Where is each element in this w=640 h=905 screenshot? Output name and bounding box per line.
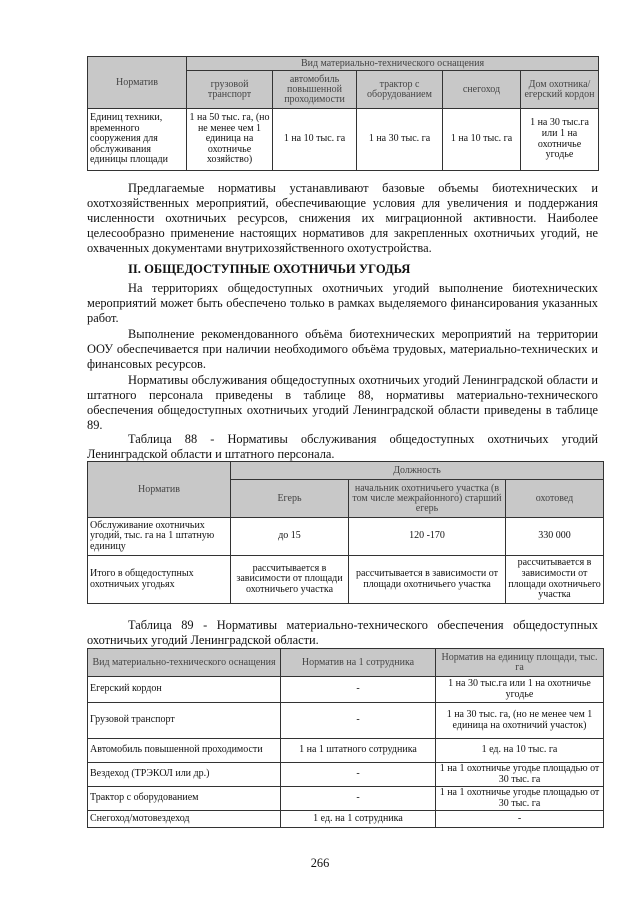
- page-number: 266: [310, 856, 330, 870]
- norm-header: Норматив: [88, 462, 231, 518]
- cell-all-terrain-per-area: 1 на 1 охотничье угодье площадью от 30 тыс. га: [436, 763, 604, 787]
- cell-cordon-per-area: 1 на 30 тыс.га или 1 на охотничье угодье: [436, 677, 604, 703]
- cell-snowmobile: 1 на 10 тыс. га: [443, 109, 521, 171]
- cell-tractor-per-employee: -: [281, 787, 436, 811]
- section-heading: II. ОБЩЕДОСТУПНЫЕ ОХОТНИЧЬИ УГОДЬЯ: [128, 262, 411, 276]
- col-header-per-area: Норматив на единицу площади, тыс. га: [436, 649, 604, 677]
- col-header-offroad-vehicle: автомобиль повышенной проходимости: [273, 71, 357, 109]
- cell-cargo-per-employee: -: [281, 703, 436, 739]
- cell-cordon-per-employee: -: [281, 677, 436, 703]
- paragraph-resources: Выполнение рекомендованного объёма биотехнических мероприятий на территории ООУ обеспечивается при наличии необходимого объёма трудовых, материально-технических и финансовых ресурсов.: [87, 327, 598, 371]
- col-header-chief-huntsman: начальник охотничьего участка (в том числе межрайонного) старший егерь: [349, 480, 506, 518]
- cell-warden-service: 330 000: [506, 518, 604, 556]
- cell-chief-total: рассчитывается в зависимости от площади охотничьего участка: [349, 556, 506, 604]
- cell-hunter-lodge: 1 на 30 тыс.га или 1 на охотничье угодье: [521, 109, 599, 171]
- row-label-snowmobile: Снегоход/мотовездеход: [88, 811, 281, 828]
- row-label-offroad-vehicle: Автомобиль повышенной проходимости: [88, 739, 281, 763]
- cell-cargo-transport: 1 на 50 тыс. га, (но не менее чем 1 единица на охотничье хозяйство): [187, 109, 273, 171]
- row-label-units: Единиц техники, временного сооружения для обслуживания единицы площади: [88, 109, 187, 171]
- cell-all-terrain-per-employee: -: [281, 763, 436, 787]
- logistics-norms-table: [87, 648, 604, 828]
- col-header-equipment-type: Вид материально-технического оснащения: [88, 649, 281, 677]
- cell-chief-service: 120 -170: [349, 518, 506, 556]
- cell-offroad-vehicle: 1 на 10 тыс. га: [273, 109, 357, 171]
- paragraph-financing: На территориях общедоступных охотничьих угодий выполнение биотехнических мероприятий может быть обеспечено только в рамках выделяемого финансирования указанных работ.: [87, 281, 598, 325]
- cell-tractor-per-area: 1 на 1 охотничье угодье площадью от 30 тыс. га: [436, 787, 604, 811]
- position-group-header: Должность: [231, 462, 604, 480]
- row-label-cargo-transport: Грузовой транспорт: [88, 703, 281, 739]
- equipment-norms-table: [87, 56, 599, 171]
- cell-tractor: 1 на 30 тыс. га: [357, 109, 443, 171]
- col-header-huntsman: Егерь: [231, 480, 349, 518]
- row-label-total: Итого в общедоступных охотничьих угодьях: [88, 556, 231, 604]
- cell-snowmobile-per-area: -: [436, 811, 604, 828]
- staff-norms-table: [87, 461, 604, 604]
- paragraph-tables-ref: Нормативы обслуживания общедоступных охотничьих угодий Ленинградской области и штатного персонала приведены в таблице 88, нормативы материально-технического обеспечения общедоступных охотничьих угодий Ленинградской области приведены в таблице 89.: [87, 373, 598, 432]
- col-header-snowmobile: снегоход: [443, 71, 521, 109]
- cell-warden-total: рассчитывается в зависимости от площади охотничьего участка: [506, 556, 604, 604]
- cell-offroad-per-area: 1 ед. на 10 тыс. га: [436, 739, 604, 763]
- row-label-service: Обслуживание охотничьих угодий, тыс. га на 1 штатную единицу: [88, 518, 231, 556]
- caption-table-89: Таблица 89 - Нормативы материально-технического обеспечения общедоступных охотничьих угодий Ленинградской области.: [87, 618, 598, 647]
- norm-header: Норматив: [88, 57, 187, 109]
- caption-table-88: Таблица 88 - Нормативы обслуживания общедоступных охотничьих угодий Ленинградской области и штатного персонала.: [87, 432, 598, 461]
- row-label-all-terrain: Вездеход (ТРЭКОЛ или др.): [88, 763, 281, 787]
- col-header-hunter-lodge: Дом охотника/ егерский кордон: [521, 71, 599, 109]
- col-header-game-warden: охотовед: [506, 480, 604, 518]
- cell-cargo-per-area: 1 на 30 тыс. га, (но не менее чем 1 единица на охотничий участок): [436, 703, 604, 739]
- equipment-group-header: Вид материально-технического оснащения: [187, 57, 599, 71]
- paragraph-norms-intro: Предлагаемые нормативы устанавливают базовые объемы биотехнических и охотхозяйственных мероприятий, обеспечивающие условия для увеличения и поддержания численности охотничьих ресурсов, снижения их миграционной активности. Наиболее целесообразно применение настоящих нормативов для закрепленных охотничьих угодий, не охваченных документами внутрихозяйственного охотустройства.: [87, 181, 598, 255]
- col-header-per-employee: Норматив на 1 сотрудника: [281, 649, 436, 677]
- cell-offroad-per-employee: 1 на 1 штатного сотрудника: [281, 739, 436, 763]
- cell-snowmobile-per-employee: 1 ед. на 1 сотрудника: [281, 811, 436, 828]
- row-label-tractor: Трактор с оборудованием: [88, 787, 281, 811]
- row-label-cordon: Егерский кордон: [88, 677, 281, 703]
- col-header-tractor: трактор с оборудованием: [357, 71, 443, 109]
- cell-huntsman-total: рассчитывается в зависимости от площади охотничьего участка: [231, 556, 349, 604]
- cell-huntsman-service: до 15: [231, 518, 349, 556]
- col-header-cargo-transport: грузовой транспорт: [187, 71, 273, 109]
